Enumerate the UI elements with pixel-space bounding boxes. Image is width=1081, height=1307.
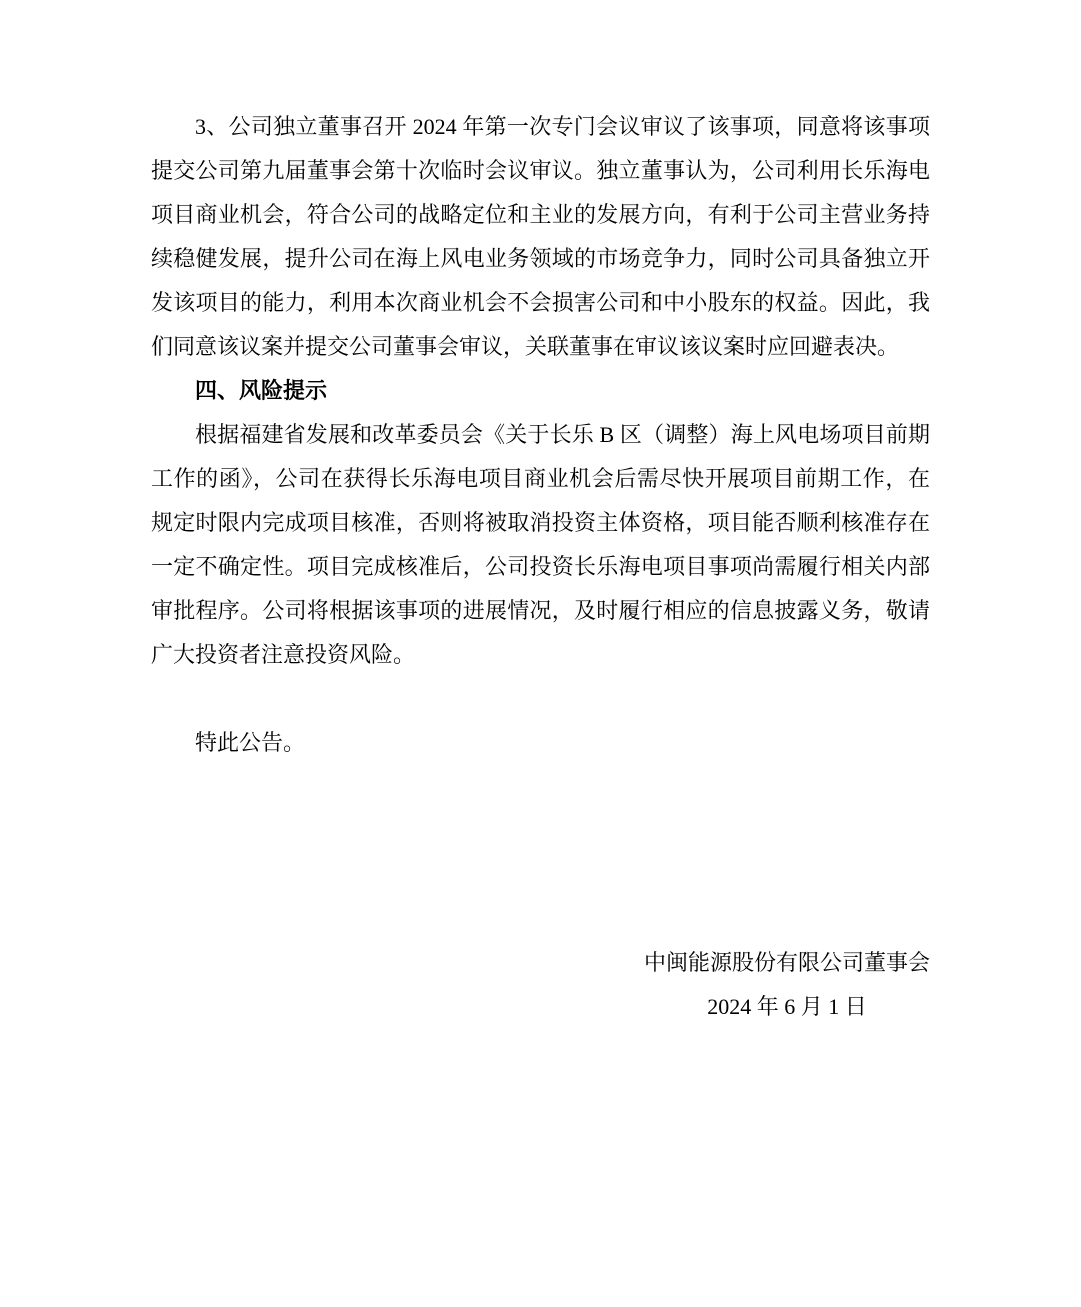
signature-company: 中闽能源股份有限公司董事会 xyxy=(643,950,930,975)
text-line: 审批程序。公司将根据该事项的进展情况，及时履行相应的信息披露义务，敬请 xyxy=(151,598,930,623)
closing-statement: 特此公告。 xyxy=(195,730,306,755)
paragraph-independent-directors-opinion xyxy=(151,105,930,369)
text-line: 发该项目的能力，利用本次商业机会不会损害公司和中小股东的权益。因此，我 xyxy=(151,290,930,315)
text-line: 们同意该议案并提交公司董事会审议，关联董事在审议该议案时应回避表决。 xyxy=(151,334,900,359)
text-line: 根据福建省发展和改革委员会《关于长乐 B 区（调整）海上风电场项目前期 xyxy=(195,422,930,447)
text-line: 广大投资者注意投资风险。 xyxy=(151,642,416,667)
text-line: 一定不确定性。项目完成核准后，公司投资长乐海电项目事项尚需履行相关内部 xyxy=(151,554,930,579)
text-line: 续稳健发展，提升公司在海上风电业务领域的市场竞争力，同时公司具备独立开 xyxy=(151,246,930,271)
signature-block xyxy=(644,941,930,1029)
text-line: 3、公司独立董事召开 2024 年第一次专门会议审议了该事项，同意将该事项 xyxy=(195,114,930,139)
text-line: 工作的函》，公司在获得长乐海电项目商业机会后需尽快开展项目前期工作，在 xyxy=(151,466,930,491)
text-line: 项目商业机会，符合公司的战略定位和主业的发展方向，有利于公司主营业务持 xyxy=(151,202,930,227)
section-heading-risk-warning: 四、风险提示 xyxy=(195,378,328,403)
text-line: 规定时限内完成项目核准，否则将被取消投资主体资格，项目能否顺利核准存在 xyxy=(151,510,930,535)
signature-date: 2024 年 6 月 1 日 xyxy=(707,994,867,1019)
text-line: 提交公司第九届董事会第十次临时会议审议。独立董事认为，公司利用长乐海电 xyxy=(151,158,930,183)
paragraph-risk-warning xyxy=(151,413,930,677)
